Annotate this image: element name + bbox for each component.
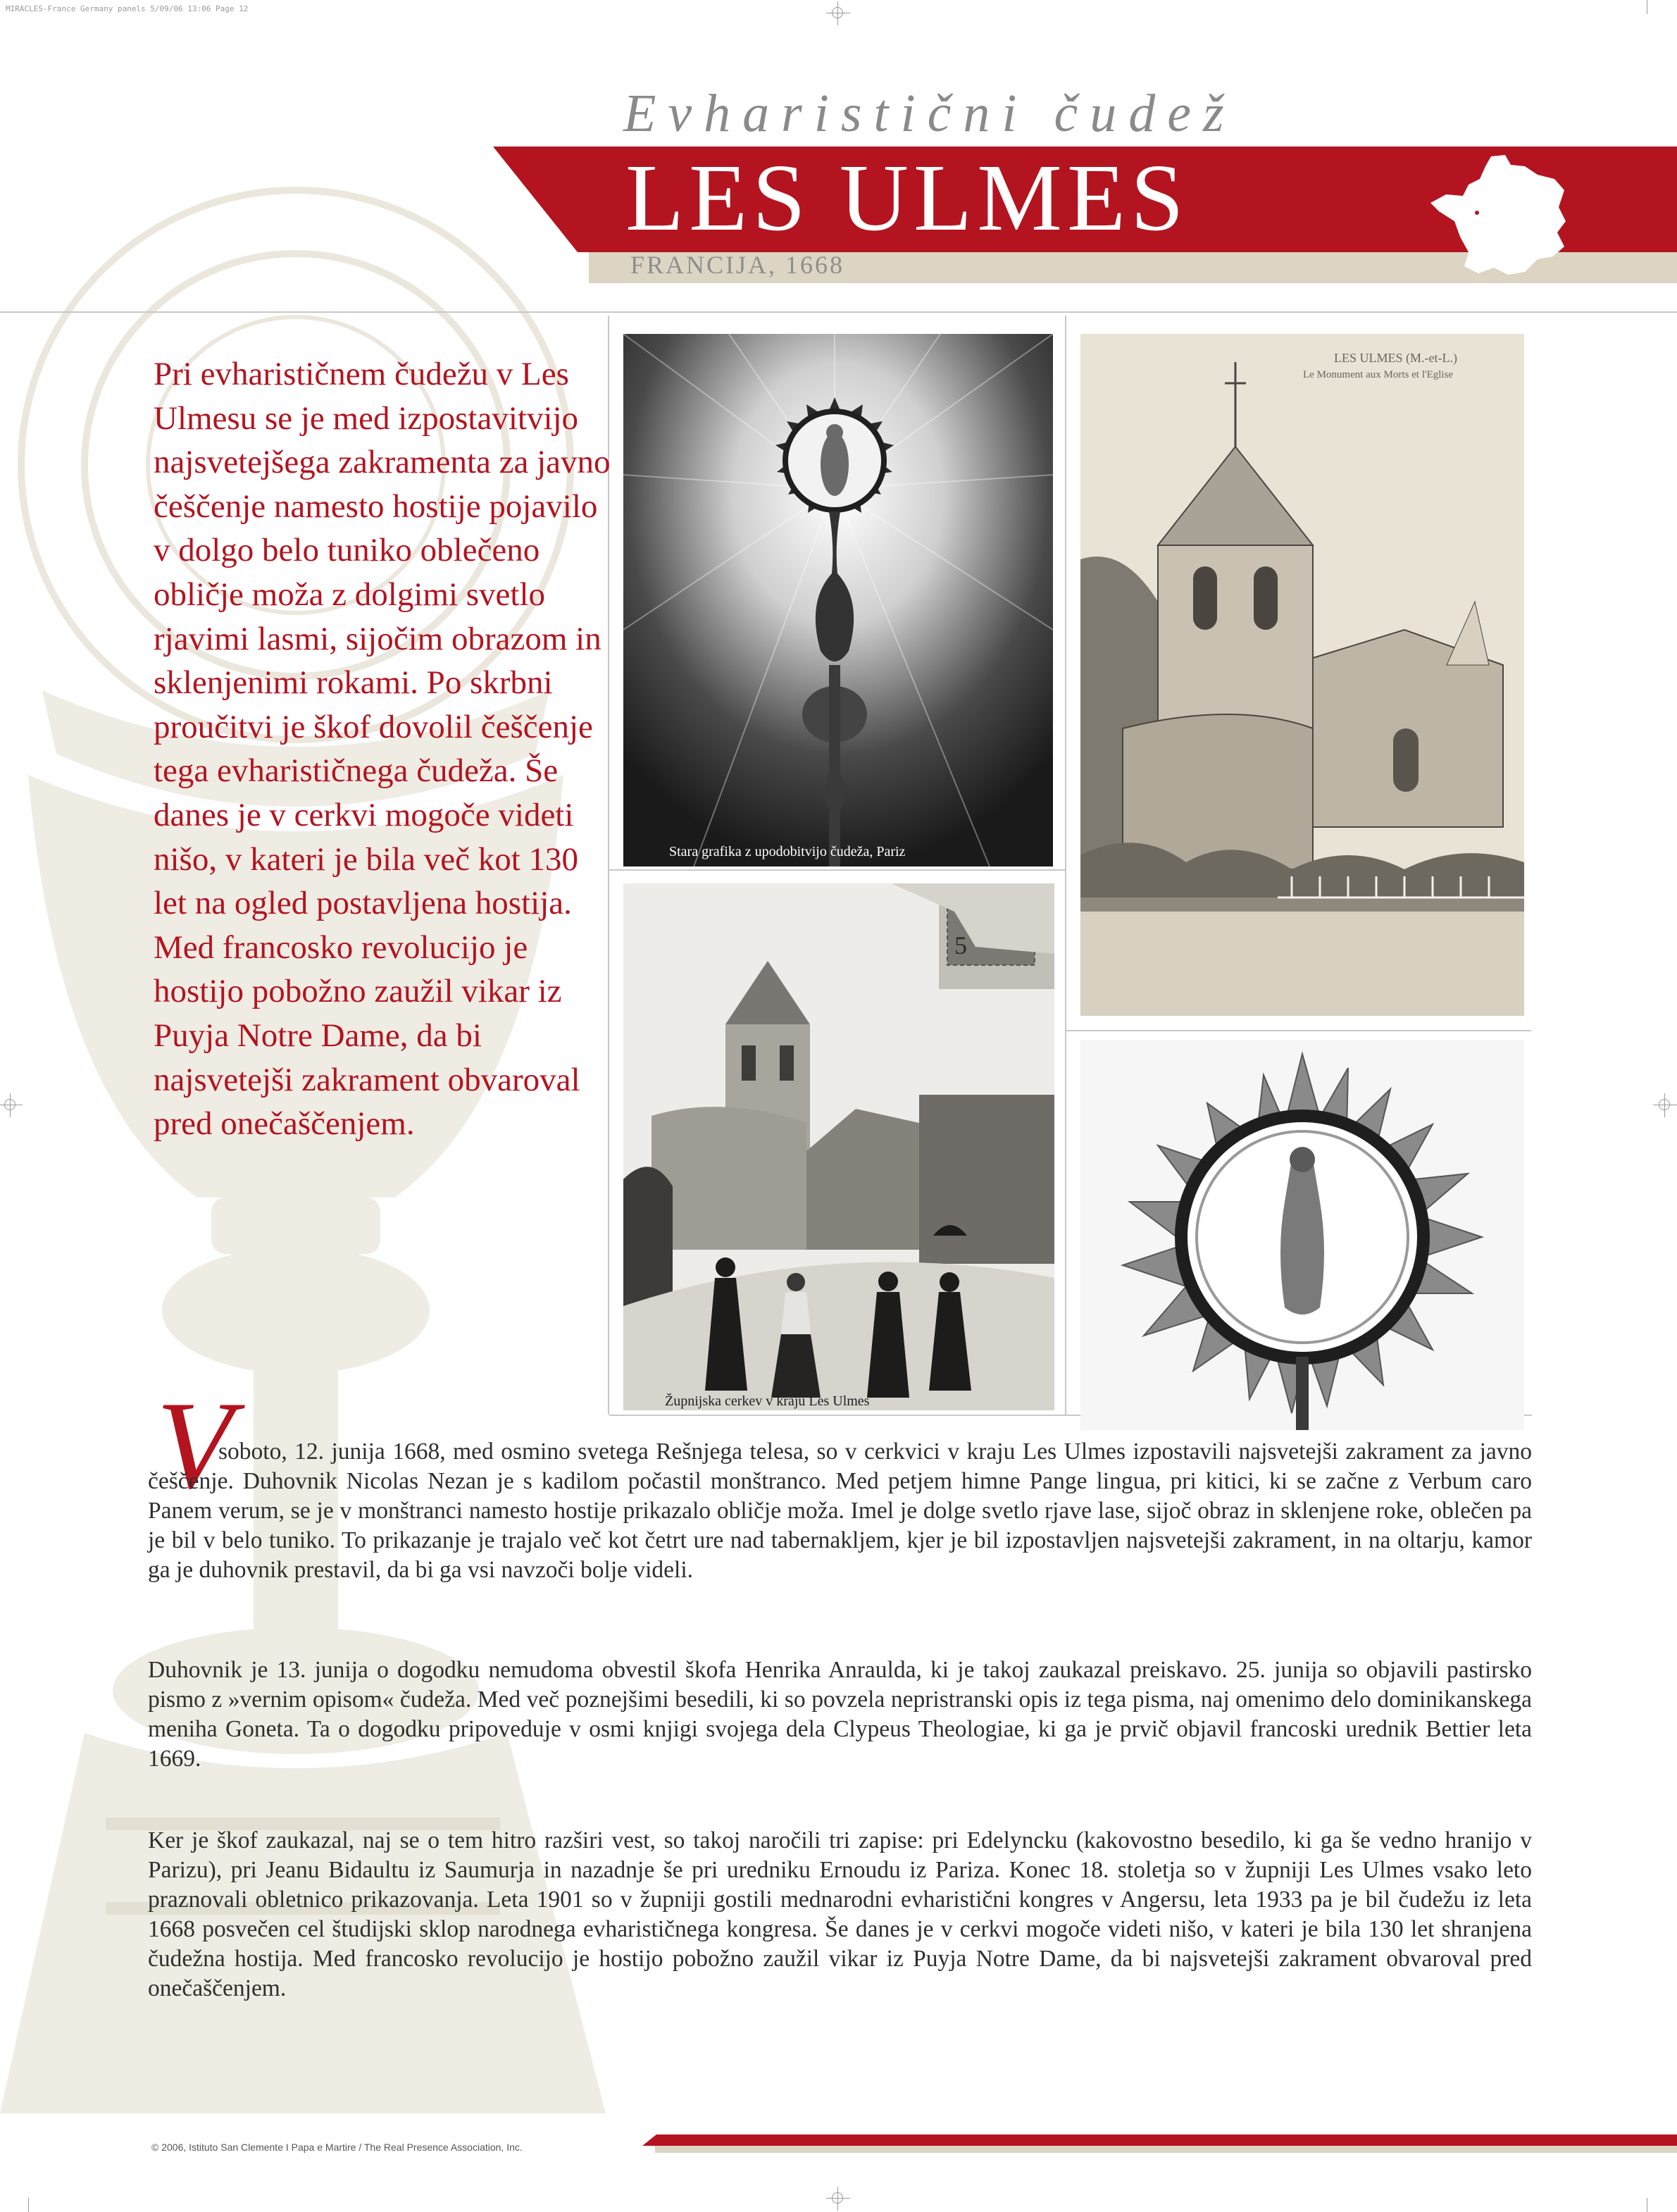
body-text	[148, 1655, 1532, 1774]
engraving-caption: Stara grafika z upodobitvijo čudeža, Pariz	[669, 844, 906, 859]
body-text	[148, 1437, 1532, 1585]
france-map-icon	[1426, 154, 1581, 278]
postcard-inscription: LES ULMES (M.-et-L.)	[1334, 351, 1457, 365]
intro-text: Pri evharističnem čudežu v Les Ulmesu se je med izpostavitvijo najsvetejšega zakramenta za javno češčenje namesto hostije pojavilo v dolgo belo tuniko oblečeno obličje moža z dolgimi svetlo rjavimi lasmi, sijočim obrazom in sklenjenimi rokami. Po skrbni proučitvi je škof dovolil češčenje tega evharističnega čudeža. Še danes je v cerkvi mogoče videti nišo, v kateri je bila več kot 130 let na ogled postavljena hostija. Med francosko revolucijo je hostijo pobožno zaužil vikar iz Puyja Notre Dame, da bi najsvetejši zakrament obvaroval pred onečaščenjem.	[154, 356, 611, 1143]
crop-mark	[28, 2198, 29, 2212]
registration-mark-bottom	[826, 2187, 850, 2211]
header-subtitle: Evharistični čudež	[623, 84, 1236, 143]
postcard-caption: Župnijska cerkev v kraju Les Ulmes	[665, 1393, 870, 1409]
miraculous-host-photo	[1080, 1040, 1524, 1430]
footer-red-band	[642, 2135, 1677, 2146]
registration-mark-top	[826, 1, 850, 25]
registration-mark-right	[1653, 1093, 1677, 1117]
country-year: FRANCIJA, 1668	[630, 251, 845, 279]
footer-beige-band	[655, 2146, 1677, 2153]
body-paragraph-1: soboto, 12. junija 1668, med osmino svetega Rešnjega telesa, so v cerkvici v kraju Les Ulmes izpostavili najsvetejši zakrament za javno češčenje. Duhovnik Nicolas Nezan je s kadilom počastil monštranco. Med petjem himne Pange lingua, pri kitici, ki se začne z Verbum caro Panem verum, se je v monštranci namesto hostije prikazalo obličje moža. Imel je dolge svetlo rjave lase, sijoč obraz in sklenjene roke, oblečen pa je bil v belo tuniko. To prikazanje je trajalo več kot četrt ure nad tabernakljem, kjer je bil izpostavljen najsvetejši zakrament, in na oltarju, kamor ga je duhovnik prestavil, da bi ga vsi navzoči bolje videli.	[148, 1439, 1532, 1583]
print-slug: MIRACLES-France Germany panels 5/09/06 13:06 Page 12	[6, 4, 249, 13]
photo-grid-divider	[609, 869, 1065, 871]
photo-grid-divider	[1066, 1030, 1531, 1031]
postcard-stamp-value: 5	[954, 931, 967, 959]
church-drawing-photo	[1080, 334, 1524, 1016]
header-divider	[0, 311, 1677, 313]
photo-grid-divider	[1065, 316, 1066, 1415]
copyright-notice: © 2006, Istituto San Clemente I Papa e Martire / The Real Presence Association, Inc.	[151, 2142, 523, 2153]
engraving-photo	[623, 334, 1053, 866]
page-title: LES ULMES	[625, 145, 1189, 251]
body-text	[148, 1826, 1532, 2003]
body-paragraph-2: Duhovnik je 13. junija o dogodku nemudoma obvestil škofa Henrika Anraulda, ki je takoj zaukazal preiskavo. 25. junija so objavili pastirsko pismo z »vernim opisom« čudeža. Med več poznejšimi besedili, ki so povzela nepristranski opis iz tega pisma, naj omenimo delo dominikanskega meniha Goneta. Ta o dogodku pripoveduje v osmi knjigi svojega dela Clypeus Theologiae, ki ga je prvič objavil francoski urednik Bettier leta 1669.	[148, 1657, 1532, 1772]
body-paragraph-3: Ker je škof zaukazal, naj se o tem hitro razširi vest, so takoj naročili tri zapise: pri Edelyncku (kakovostno besedilo, ki ga še vedno hranijo v Parizu), pri Jeanu Bidaultu iz Saumurja in nazadnje še pri uredniku Ernoudu iz Pariza. Konec 18. stoletja so v župniji Les Ulmes vsako leto praznovali obletnico prikazovanja. Leta 1901 so v župniji gostili mednarodni evharistični kongres v Angersu, leta 1933 pa je bil čudežu iz leta 1668 posvečen cel študijski sklop narodnega evharističnega kongresa. Še danes je v cerkvi mogoče videti nišo, v kateri je bila 130 let shranjena čudežna hostija. Med francosko revolucijo je hostijo pobožno zaužil vikar iz Puyja Notre Dame, da bi najsvetejši zakrament obvaroval pred onečaščenjem.	[148, 1827, 1532, 2001]
drop-cap: V	[156, 1375, 233, 1515]
church-postcard-photo	[623, 883, 1054, 1410]
postcard-inscription-2: Le Monument aux Morts et l'Eglise	[1303, 369, 1454, 380]
